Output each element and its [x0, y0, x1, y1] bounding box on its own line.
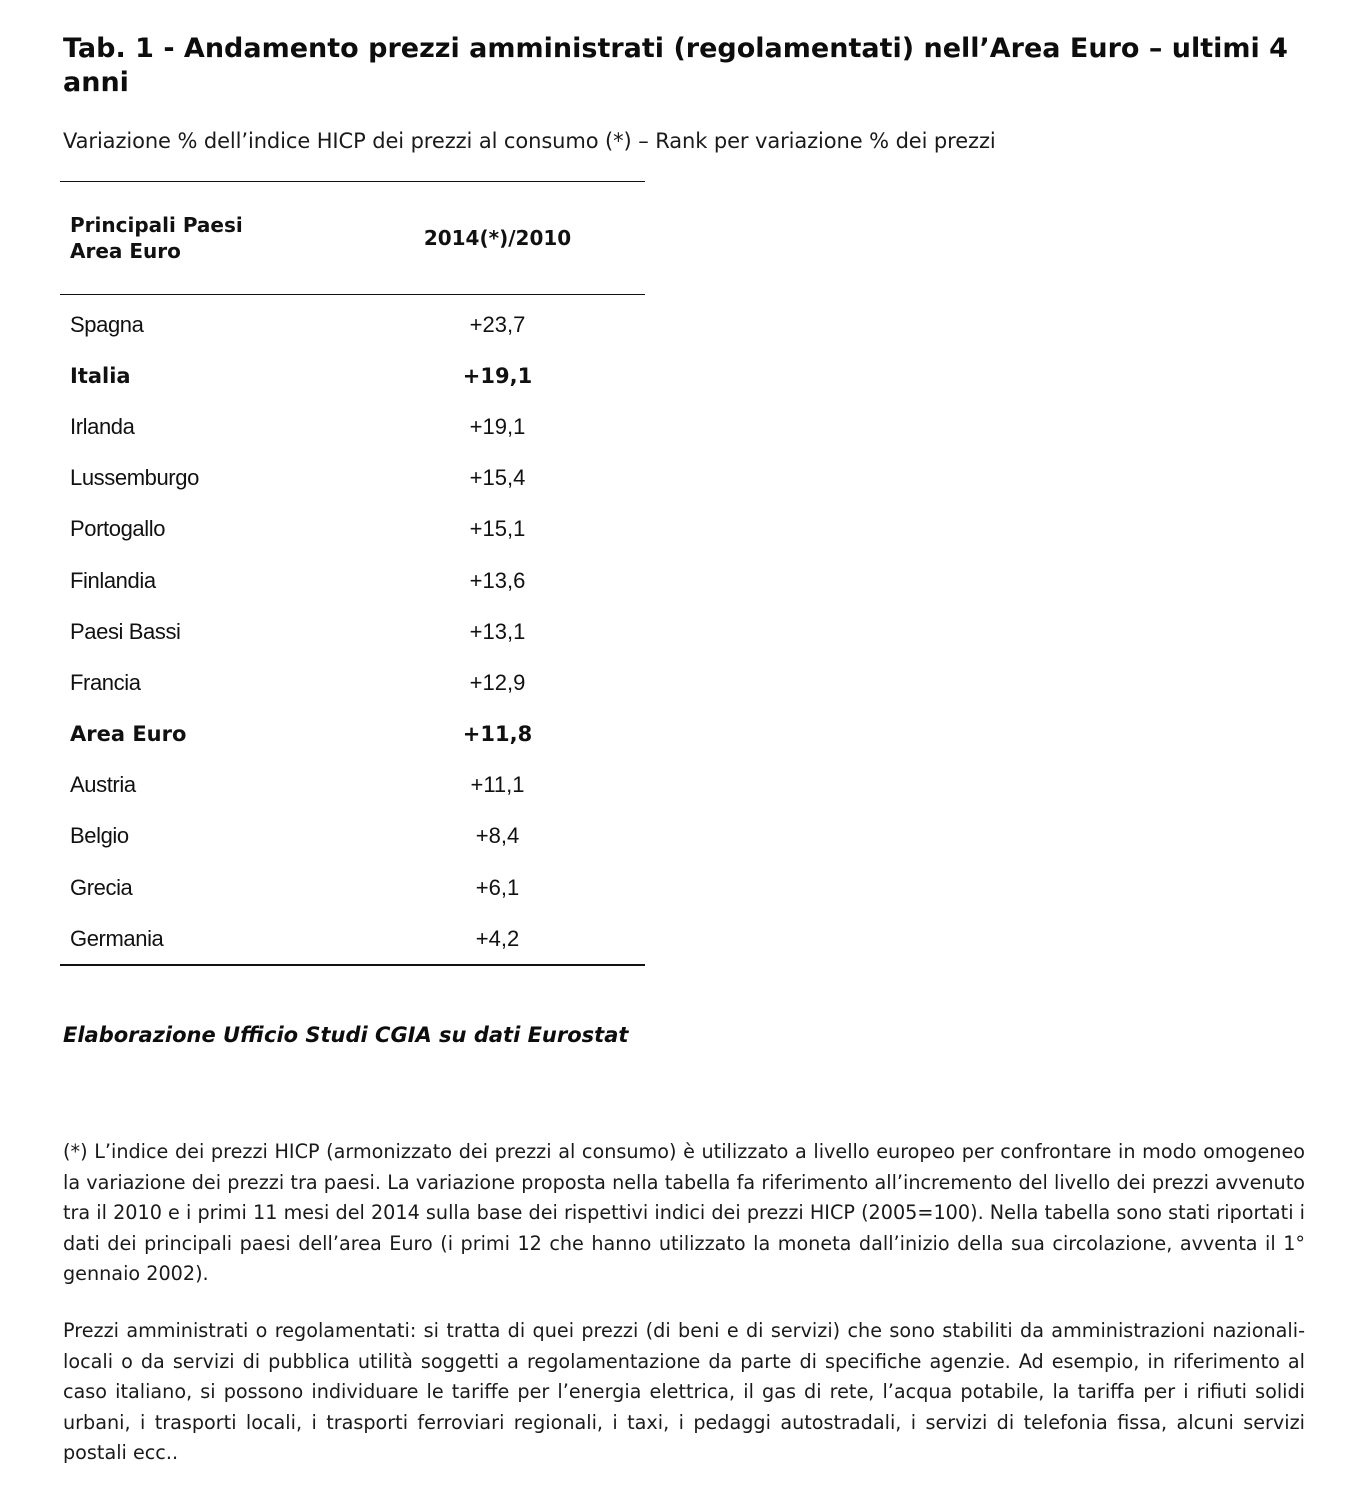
header-value: 2014(*)/2010 [423, 226, 572, 250]
table-row [60, 760, 645, 811]
country-cell: Paesi Bassi [70, 618, 181, 644]
table-row [60, 350, 645, 401]
value-cell: +13,6 [469, 567, 526, 593]
table-row [60, 862, 645, 913]
header-country [60, 182, 370, 295]
country-cell: Belgio [70, 823, 129, 849]
value-cell: +19,1 [469, 413, 526, 439]
table-row [60, 555, 645, 606]
country-cell: Area Euro [70, 722, 187, 747]
table-row [60, 709, 645, 760]
table-row [60, 606, 645, 657]
country-cell: Austria [70, 772, 136, 798]
footnote-hicp: (*) L’indice dei prezzi HICP (armonizzato dei prezzi al consumo) è utilizzato a livello europeo per confrontare in modo omogeneo la variazione dei prezzi tra paesi. La variazione proposta nella tabella fa riferimento all’incremento del livello dei prezzi avvenuto tra il 2010 e i primi 11 mesi del 2014 sulla base dei rispettivi indici dei prezzi HICP (2005=100). Nella tabella sono stati riportati i dati dei principali paesi dell’area Euro (i primi 12 che hanno utilizzato la moneta dall’inizio della sua circolazione, avventa il 1° gennaio 2002). [63, 1140, 1305, 1285]
header-country-label: Principali Paesi Area Euro [70, 213, 243, 263]
table-body [60, 295, 645, 966]
value-cell: +13,1 [469, 618, 526, 644]
source-note: Elaborazione Ufficio Studi CGIA su dati Eurostat [63, 1023, 629, 1047]
price-table-container [60, 181, 645, 966]
value-cell: +15,1 [469, 516, 526, 542]
country-cell: Irlanda [70, 413, 135, 439]
footnote-administered-prices: Prezzi amministrati o regolamentati: si tratta di quei prezzi (di beni e di servizi) che sono stabiliti da amministrazioni nazionali-locali o da servizi di pubblica utilità soggetti a regolamentazione da parte di specifiche agenzie. Ad esempio, in riferimento al caso italiano, si possono individuare le tariffe per l’energia elettrica, il gas di rete, l’acqua potabile, la tariffa per i rifiuti solidi urbani, i trasporti locali, i trasporti ferroviari regionali, i taxi, i pedaggi autostradali, i servizi di telefonia fissa, alcuni servizi postali ecc.. [63, 1319, 1305, 1464]
country-cell: Spagna [70, 311, 144, 337]
country-cell: Germania [70, 925, 164, 951]
value-cell: +8,4 [475, 823, 520, 849]
value-cell: +4,2 [475, 925, 520, 951]
table-subtitle: Variazione % dell’indice HICP dei prezzi al consumo (*) – Rank per variazione % dei prezzi [63, 129, 996, 153]
table-row [60, 913, 645, 965]
country-cell: Portogallo [70, 516, 166, 542]
country-cell: Finlandia [70, 567, 156, 593]
table-header-row [60, 182, 645, 295]
country-cell: Lussemburgo [70, 465, 199, 491]
value-cell: +23,7 [469, 311, 526, 337]
table-row [60, 295, 645, 351]
table-row [60, 401, 645, 452]
country-cell: Italia [70, 363, 131, 388]
page-title: Tab. 1 - Andamento prezzi amministrati (regolamentati) nell’Area Euro – ultimi 4 anni [63, 33, 1288, 98]
table-row [60, 504, 645, 555]
value-cell: +11,1 [470, 772, 525, 798]
value-cell: +15,4 [469, 465, 526, 491]
value-cell: +6,1 [475, 874, 520, 900]
country-cell: Francia [70, 669, 141, 695]
price-variation-table [60, 181, 645, 966]
value-cell: +12,9 [469, 669, 526, 695]
value-cell: +19,1 [462, 363, 533, 388]
country-cell: Grecia [70, 874, 133, 900]
value-cell: +11,8 [462, 722, 533, 747]
table-row [60, 811, 645, 862]
table-row [60, 657, 645, 708]
table-row [60, 453, 645, 504]
